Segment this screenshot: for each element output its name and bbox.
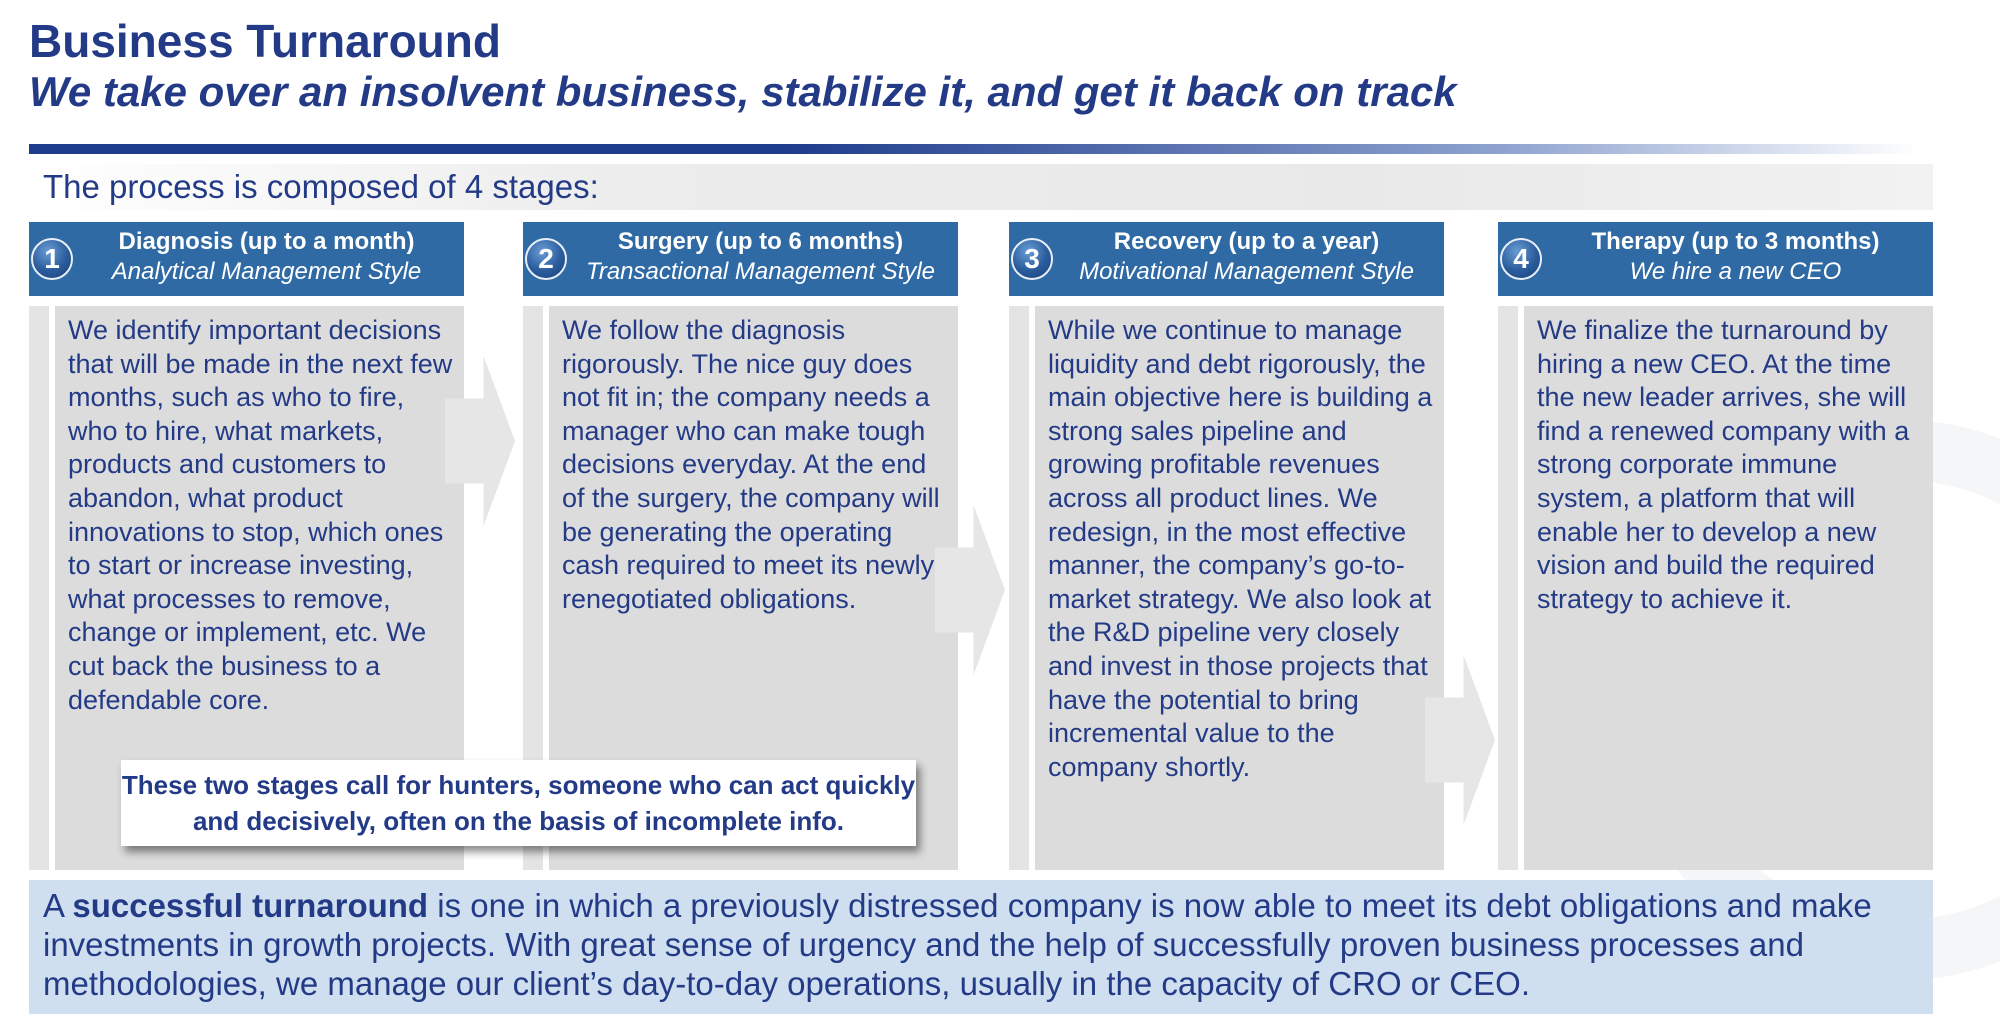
summary-text — [43, 886, 1913, 1003]
panel-stripe — [29, 306, 55, 870]
panel-stripe — [1009, 306, 1035, 870]
page-subtitle: We take over an insolvent business, stabilize it, and get it back on track — [29, 68, 1457, 115]
summary-lead: A — [43, 887, 73, 924]
summary-rest: is one in which a previously distressed company is now able to meet its debt obligations and make investments in growth projects. With great sense of urgency and the help of successfully proven business processes and methodologies, we manage our client’s day-to-day operations, usually in the capacity of CRO or CEO. — [43, 887, 1872, 1002]
panel-stripe — [1498, 306, 1524, 870]
stage-panel-therapy — [1498, 306, 1933, 870]
stage-style: Analytical Management Style — [111, 258, 422, 285]
intro-band — [29, 164, 1933, 210]
stage-style: Motivational Management Style — [1079, 258, 1414, 285]
stage-number-badge: 4 — [1500, 238, 1542, 280]
stage-style: Transactional Management Style — [585, 258, 936, 285]
stage-number-badge: 1 — [31, 238, 73, 280]
stage-header-therapy — [1498, 222, 1933, 296]
stage-description: We follow the diagnosis rigorously. The nice guy does not fit in; the company needs a manager who can make tough decisions everyday. At the end of the surgery, the company will be generating the operating cash required to meet its newly renegotiated obligations. — [562, 315, 940, 614]
stage-header-surgery — [523, 222, 958, 296]
stage-description: We finalize the turnaround by hiring a new CEO. At the time the new leader arrives, she will find a renewed company with a strong corporate immune system, a platform that will enable her to develop a new vision and build the required strategy to achieve it. — [1537, 315, 1910, 614]
stage-title: Recovery (up to a year) — [1113, 228, 1380, 255]
stage-header-recovery — [1009, 222, 1444, 296]
stage-title: Diagnosis (up to a month) — [118, 228, 415, 255]
stage-title: Surgery (up to 6 months) — [617, 228, 904, 255]
stage-title: Therapy (up to 3 months) — [1591, 228, 1880, 255]
intro-text: The process is composed of 4 stages: — [43, 168, 599, 205]
stage-style: We hire a new CEO — [1629, 258, 1842, 285]
stage-description: We identify important decisions that will be made in the next few months, such as who to fire, who to hire, what markets, products and customers to abandon, what product innovations to stop, which ones to start or increase investing, what processes to remove, change or implement, etc. We cut back the business to a defendable core. — [68, 315, 453, 715]
title-divider — [29, 144, 1919, 154]
summary-band — [29, 880, 1933, 1014]
summary-emphasis: successful turnaround — [72, 887, 429, 924]
stage-header-diagnosis — [29, 222, 464, 296]
stage-number-badge: 3 — [1011, 238, 1053, 280]
stage-description: While we continue to manage liquidity and debt rigorously, the main objective here is building a strong sales pipeline and growing profitable revenues across all product lines. We redesign, in the most effective manner, the company’s go-to-market strategy. We also look at the R&D pipeline very closely and invest in those projects that have the potential to bring incremental value to the company shortly. — [1048, 315, 1433, 782]
stage-panel-recovery — [1009, 306, 1444, 870]
page-title: Business Turnaround — [29, 15, 501, 67]
stage-number-badge: 2 — [525, 238, 567, 280]
callout-box: These two stages call for hunters, someone who can act quickly and decisively, often on the basis of incomplete info. — [121, 760, 916, 846]
